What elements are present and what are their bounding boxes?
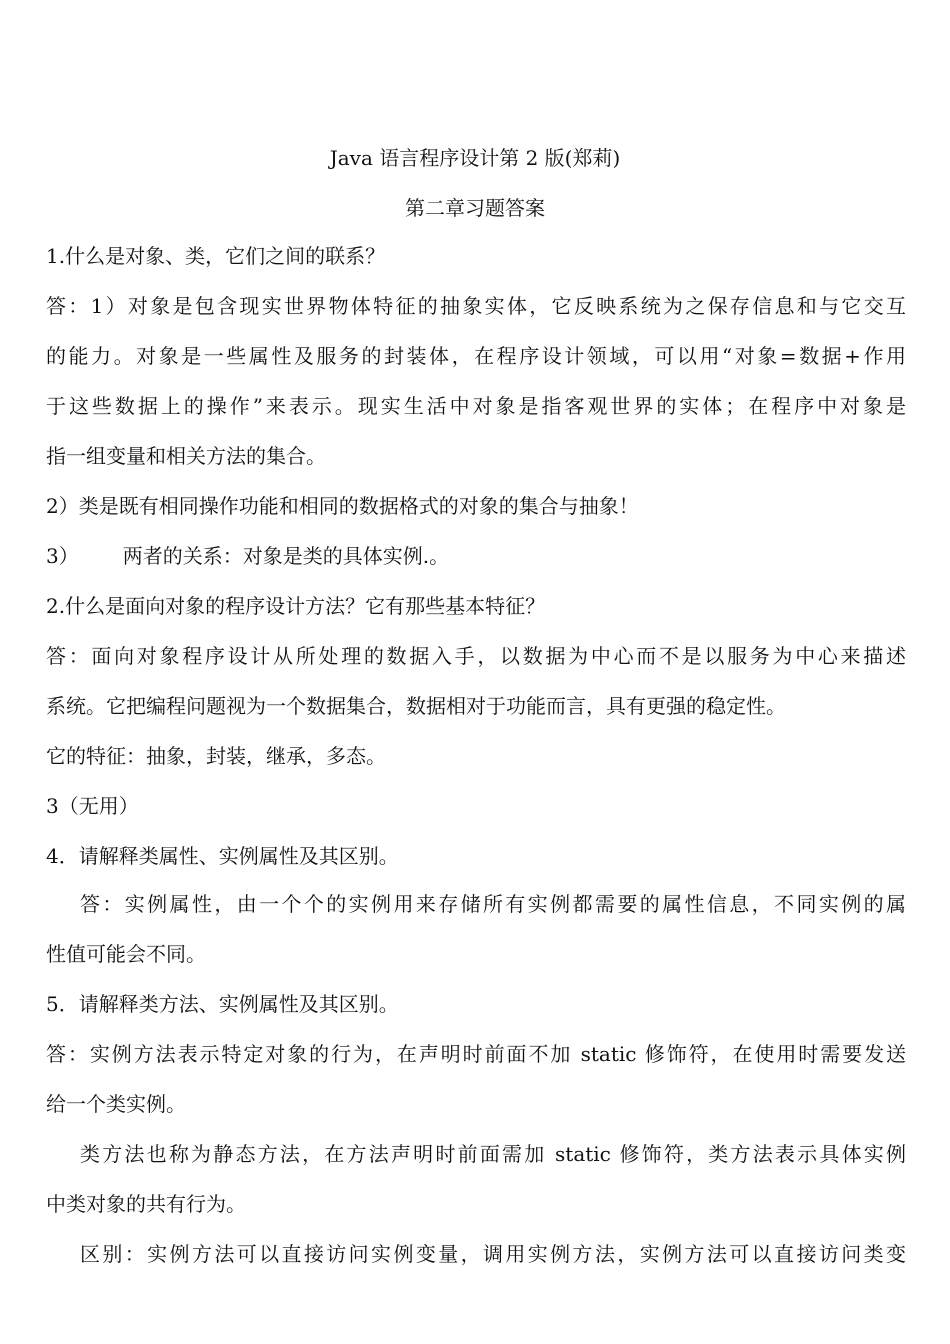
point-3-text: 两者的关系：对象是类的具体实例.。 bbox=[122, 544, 450, 568]
class-method-line-1: 类方法也称为静态方法，在方法声明时前面需加 static 修饰符，类方法表示具体实例 bbox=[80, 1142, 906, 1166]
answer-1-line-3: 于这些数据上的操作”来表示。现实生活中对象是指客观世界的实体；在程序中对象是 bbox=[46, 394, 906, 418]
answer-5-line-1: 答：实例方法表示特定对象的行为，在声明时前面不加 static 修饰符，在使用时需要发送 bbox=[46, 1042, 906, 1066]
answer-5-line-2: 给一个类实例。 bbox=[46, 1092, 186, 1116]
point-3-number: 3） bbox=[46, 544, 79, 568]
answer-1-point-3 bbox=[46, 542, 906, 570]
document-title: Java 语言程序设计第 2 版(郑莉) bbox=[329, 146, 621, 170]
question-1: 1.什么是对象、类，它们之间的联系？ bbox=[46, 244, 386, 268]
question-2: 2.什么是面向对象的程序设计方法？它有那些基本特征？ bbox=[46, 594, 546, 618]
answer-2-line-2: 系统。它把编程问题视为一个数据集合，数据相对于功能而言，具有更强的稳定性。 bbox=[46, 694, 786, 718]
answer-1-line-4: 指一组变量和相关方法的集合。 bbox=[46, 444, 326, 468]
answer-2-line-1: 答：面向对象程序设计从所处理的数据入手，以数据为中心而不是以服务为中心来描述 bbox=[46, 644, 906, 668]
class-method-line-2: 中类对象的共有行为。 bbox=[46, 1192, 246, 1216]
answer-2-features: 它的特征：抽象，封装，继承，多态。 bbox=[46, 744, 386, 768]
question-3: 3（无用） bbox=[46, 794, 139, 818]
answer-1-line-2: 的能力。对象是一些属性及服务的封装体，在程序设计领域，可以用“对象=数据+作用 bbox=[46, 344, 906, 368]
answer-1-line-1: 答：1）对象是包含现实世界物体特征的抽象实体，它反映系统为之保存信息和与它交互 bbox=[46, 294, 906, 318]
answer-4-line-2: 性值可能会不同。 bbox=[46, 942, 206, 966]
question-5: 5．请解释类方法、实例属性及其区别。 bbox=[46, 992, 399, 1016]
chapter-subtitle: 第二章习题答案 bbox=[405, 196, 545, 220]
question-4: 4．请解释类属性、实例属性及其区别。 bbox=[46, 844, 399, 868]
answer-1-point-2: 2）类是既有相同操作功能和相同的数据格式的对象的集合与抽象！ bbox=[46, 494, 639, 518]
difference-line-1: 区别：实例方法可以直接访问实例变量，调用实例方法，实例方法可以直接访问类变 bbox=[80, 1242, 906, 1266]
answer-4-line-1: 答：实例属性，由一个个的实例用来存储所有实例都需要的属性信息，不同实例的属 bbox=[80, 892, 906, 916]
